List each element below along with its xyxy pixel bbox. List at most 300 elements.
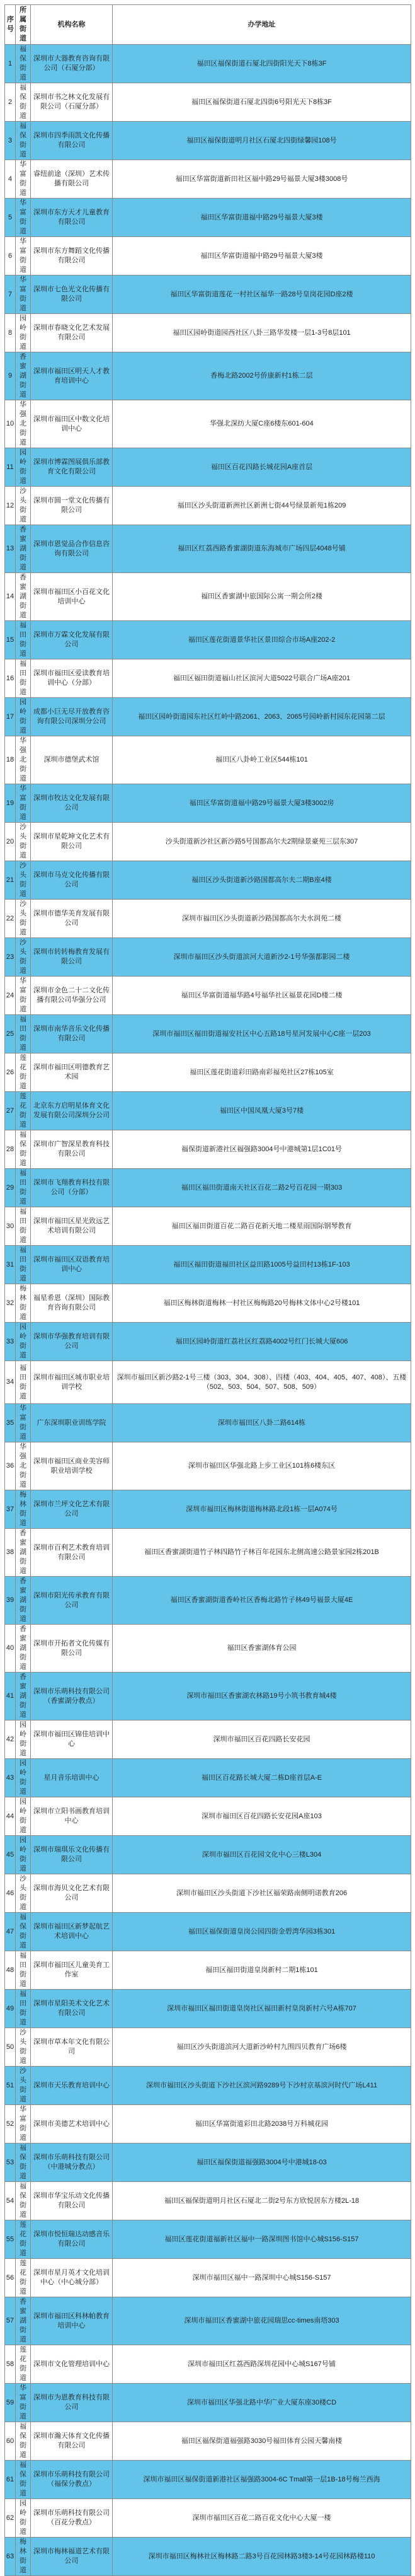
row-address: 深圳市福田区梅林社区梅林路二路3号百花园林路3楼3-14号花园林路楼110 [113,2538,411,2576]
row-number: 28 [5,1130,16,1169]
table-row [5,1913,411,1951]
row-institution-name: 深圳市博霖图展俱乐部教育文化有限公司 [31,448,113,487]
row-address: 福田区百花路长城大厦二栋D座首层A-E [113,1759,411,1797]
row-address: 深圳市福田区福田街道福安社区中心五路18号星河发展中心C座一层203 [113,1015,411,1053]
row-street: 福田街道 [16,1207,31,1246]
row-street: 福保街道 [16,45,31,83]
row-institution-name: 深圳市天乐教育培训中心 [31,2067,113,2105]
row-institution-name: 深圳市恩觉品合作信息咨询有限公司 [31,525,113,573]
row-institution-name: 深圳市广智深星教育科技有限公司 [31,1130,113,1169]
row-address: 华强北深纺大厦C座6楼东601-604 [113,400,411,448]
row-number: 59 [5,2384,16,2422]
row-institution-name: 深圳市华宝乐动文化传播有限公司 [31,2182,113,2220]
row-number: 25 [5,1015,16,1053]
row-number: 52 [5,2105,16,2144]
row-street: 香蜜湖街道 [16,1577,31,1625]
row-address: 福田区华富街道彩田北路2038号万科城花园 [113,2105,411,2144]
table-row [5,276,411,314]
table-row [5,698,411,736]
row-address: 福田区福保街道石厦北四街阳光天下8栋3F [113,45,411,83]
row-institution-name: 深圳市福田区儿童美育工作室 [31,1951,113,1990]
table-row [5,2028,411,2067]
row-address: 深圳市福田区沙头街道新沙路国都高尔夫水润苑二楼 [113,900,411,938]
col-header-street: 所属街道 [16,5,31,45]
row-street: 华强北街道 [16,1442,31,1490]
row-number: 51 [5,2067,16,2105]
row-institution-name: 深圳市华强教育培训有限公司 [31,1323,113,1361]
row-address: 福田区中国凤凰大厦3号7楼 [113,1092,411,1130]
row-street: 沙头街道 [16,938,31,977]
row-number: 8 [5,314,16,352]
table-row [5,2538,411,2576]
row-number: 29 [5,1169,16,1207]
table-row [5,237,411,276]
table-row [5,1797,411,1836]
row-number: 14 [5,573,16,621]
row-street: 福保街道 [16,1913,31,1951]
row-street: 福保街道 [16,2461,31,2499]
row-institution-name: 深圳市阳光传承教育有限公司 [31,1577,113,1625]
row-number: 35 [5,1404,16,1442]
row-address: 福田区福田街道福田社区益田路1005号益田村13栋1F-103 [113,1246,411,1284]
row-street: 福田街道 [16,1361,31,1404]
row-institution-name: 深圳市美德艺术培训中心 [31,2105,113,2144]
row-institution-name: 深圳市兰坪文化艺术有限公司 [31,1490,113,1529]
row-address: 福田区园岭街道红荔社区红荔路4002号红门长城大厦606 [113,1323,411,1361]
row-street: 福保街道 [16,122,31,160]
table-row [5,573,411,621]
row-institution-name: 深圳市星阳美术文化艺术有限公司 [31,1990,113,2028]
row-address: 福田区园岭街道园东社区红岭中路2061、2063、2065号园岭新村园东花园第二层 [113,698,411,736]
row-address: 福田区福保街道明月社区石厦北二街2号东方欣悦居东方楼2L-18 [113,2182,411,2220]
row-number: 55 [5,2220,16,2259]
row-street: 园岭街道 [16,448,31,487]
row-street: 福保街道 [16,83,31,122]
row-institution-name: 深圳市为恩教育科技有限公司 [31,2384,113,2422]
row-street: 莲花街道 [16,2259,31,2297]
row-institution-name: 北京东方启明星体育文化发展有限公司深圳分公司 [31,1092,113,1130]
row-street: 华富街道 [16,199,31,237]
table-row [5,1625,411,1673]
table-row [5,2297,411,2345]
row-institution-name: 深圳市乐萌科技有限公司（香蜜湖分教点） [31,1673,113,1720]
row-address: 深圳市福田区福中一路深圳中心城S156-S157 [113,2259,411,2297]
row-street: 福保街道 [16,2182,31,2220]
row-address: 福田区华富街道福中路29号福景大厦3楼3002房 [113,784,411,823]
row-number: 63 [5,2538,16,2576]
row-address: 福保街道新港社区福强路3004号中港城第1层1C01号 [113,1130,411,1169]
row-address: 福田区华富街道福中路29号福景大厦3楼 [113,199,411,237]
row-address: 福田区华富街道福华路4号福华社区福景花园D楼二楼 [113,977,411,1015]
table-row [5,1577,411,1625]
row-address: 深圳市福田区华强北路上步工业区101栋6楼东区 [113,1442,411,1490]
row-street: 莲花街道 [16,1092,31,1130]
row-institution-name: 深圳市东方舞蹈文化传播有限公司 [31,237,113,276]
row-institution-name: 深圳市福田区城市职业培训学校 [31,1361,113,1404]
table-row [5,1404,411,1442]
row-street: 福田街道 [16,621,31,659]
row-number: 24 [5,977,16,1015]
row-institution-name: 睿纽前途（深圳）艺术传播有限公司 [31,160,113,199]
row-address: 福田区梅林街道梅林一村社区梅梅路20号梅林文体中心2号楼101 [113,1284,411,1323]
row-institution-name: 深圳市万霖文化发展有限公司 [31,621,113,659]
table-row [5,736,411,784]
row-street: 园岭街道 [16,1759,31,1797]
row-number: 10 [5,400,16,448]
row-institution-name: 深圳市大器教育咨询有限公司（石厦分部） [31,45,113,83]
row-address: 福田区香蜜湖街道香岭社区香梅北路竹子林49号福景大厦4E [113,1577,411,1625]
row-street: 莲花街道 [16,1053,31,1092]
row-number: 21 [5,861,16,900]
row-address: 深圳市福田区华强北路中华广业大厦东座30楼CD [113,2384,411,2422]
row-street: 华强北街道 [16,736,31,784]
row-institution-name: 深圳市转转梅教育发展有限公司 [31,938,113,977]
row-street: 华富街道 [16,2105,31,2144]
table-row [5,1207,411,1246]
row-number: 41 [5,1673,16,1720]
row-address: 深圳市福田区百花四路长安花园 [113,1720,411,1759]
row-institution-name: 深圳市悦恒瑞达动感音乐有限公司 [31,2220,113,2259]
row-street: 香蜜湖街道 [16,2297,31,2345]
row-institution-name: 深圳市文化管理培训中心 [31,2345,113,2384]
row-number: 40 [5,1625,16,1673]
row-number: 2 [5,83,16,122]
row-address: 福田区福保街道福强路3004号中港城18-03 [113,2144,411,2182]
row-street: 华富街道 [16,2384,31,2422]
row-institution-name: 深圳市草本年文化有限公司 [31,2028,113,2067]
row-street: 福田街道 [16,1951,31,1990]
row-street: 沙头街道 [16,900,31,938]
row-number: 27 [5,1092,16,1130]
row-street: 华富街道 [16,977,31,1015]
row-address: 福田区沙头街道滨河大道新沙岭村九围四贝教育广场6楼 [113,2028,411,2067]
row-institution-name: 深圳市东方天才儿童教育有限公司 [31,199,113,237]
table-row [5,199,411,237]
row-street: 华强北街道 [16,400,31,448]
table-row [5,1759,411,1797]
table-row [5,621,411,659]
row-street: 沙头街道 [16,861,31,900]
table-row [5,1529,411,1577]
row-number: 48 [5,1951,16,1990]
row-number: 62 [5,2499,16,2538]
row-street: 莲花街道 [16,2345,31,2384]
row-number: 30 [5,1207,16,1246]
table-row [5,400,411,448]
row-institution-name: 深圳市牧达文化发展有限公司 [31,784,113,823]
row-number: 54 [5,2182,16,2220]
row-number: 36 [5,1442,16,1490]
row-number: 13 [5,525,16,573]
row-street: 沙头街道 [16,1874,31,1913]
row-number: 1 [5,45,16,83]
table-row [5,2499,411,2538]
row-street: 福保街道 [16,1130,31,1169]
row-institution-name: 深圳市福田区科林帕教育培训中心 [31,2297,113,2345]
row-number: 34 [5,1361,16,1404]
row-number: 5 [5,199,16,237]
row-institution-name: 深圳市星月英才文化培训中心（中心城分部） [31,2259,113,2297]
row-address: 福田区沙头街道新沙路国都高尔夫二期B座4楼 [113,861,411,900]
row-street: 园岭街道 [16,1836,31,1874]
row-number: 53 [5,2144,16,2182]
row-address: 福田区福保街道明月社区石厦北四街绿馨园108号 [113,122,411,160]
row-institution-name: 深圳市乐萌科技有限公司（福保分教点） [31,2461,113,2499]
row-address: 深圳市福田区福保街道新港社区福强路3004-6C Tmall第一层1B-18号梅兰西海 [113,2461,411,2499]
table-row [5,2105,411,2144]
row-street: 华富街道 [16,276,31,314]
table-row [5,448,411,487]
table-row [5,938,411,977]
table-row [5,160,411,199]
row-institution-name: 深圳市福田区星光致远艺术培训有限公司 [31,1207,113,1246]
table-row [5,83,411,122]
row-address: 深圳市福田区新沙路2-1号三楼（303、304、308）、四楼（403、404、405、407、408）、五楼（502、503、504、507、508、509） [113,1361,411,1404]
institution-table [4,4,411,2576]
row-address: 深圳市福田区沙头街道下沙社区滨河路9289号下沙村京基滨河时代广场L411 [113,2067,411,2105]
row-institution-name: 深圳市福田区新梦起航艺术培训中心 [31,1913,113,1951]
table-row [5,2461,411,2499]
row-institution-name: 深圳市金色二十二文化传播有限公司华强分公司 [31,977,113,1015]
table-row [5,2384,411,2422]
row-street: 园岭街道 [16,2499,31,2538]
row-institution-name: 深圳市瀚天体育文化传播有限公司 [31,2422,113,2461]
table-row [5,2144,411,2182]
row-number: 16 [5,659,16,698]
row-address: 深圳市福田区梅林街道梅林路北段1栋一层A074号 [113,1490,411,1529]
row-institution-name: 深圳市福田区明德教育艺术园 [31,1053,113,1092]
row-number: 45 [5,1836,16,1874]
row-street: 园岭街道 [16,314,31,352]
row-institution-name: 深圳市德华美育发展有限公司 [31,900,113,938]
row-number: 9 [5,352,16,400]
row-number: 37 [5,1490,16,1529]
row-institution-name: 深圳市开拓者文化传媒有限公司 [31,1625,113,1673]
row-street: 华富街道 [16,1404,31,1442]
row-street: 福田街道 [16,1246,31,1284]
row-address: 福田区华富街道莲花一村社区福华一路28号皇岗花园D座2楼 [113,276,411,314]
row-address: 福田区福保街道石厦北四街6号阳光天下8栋3F [113,83,411,122]
row-street: 沙头街道 [16,2067,31,2105]
table-row [5,1990,411,2028]
row-institution-name: 福星希恩（深圳）国际教育咨询有限公司 [31,1284,113,1323]
row-street: 福保街道 [16,2144,31,2182]
row-number: 43 [5,1759,16,1797]
row-address: 福田区八卦岭工业区544栋101 [113,736,411,784]
row-street: 沙头街道 [16,487,31,525]
row-address: 福田区莲花街道彩田路南彩福苑社区27栋105室 [113,1053,411,1092]
row-address: 福田区福保街道皇岗公园四街金碧湾华园3栋301 [113,1913,411,1951]
table-body [5,45,411,2576]
row-street: 福田街道 [16,1990,31,2028]
table-row [5,1323,411,1361]
row-address: 深圳市福田区八卦二路614栋 [113,1404,411,1442]
table-row [5,122,411,160]
row-street: 香蜜湖街道 [16,1529,31,1577]
row-street: 福保街道 [16,2422,31,2461]
row-address: 福田区福田街道皇岗新村二期1栋101 [113,1951,411,1990]
row-address: 福田区香蜜湖体育公园 [113,1625,411,1673]
row-institution-name: 深圳市春晓文化艺术发展有限公司 [31,314,113,352]
row-number: 39 [5,1577,16,1625]
row-institution-name: 深圳市海贝文化艺术有限公司 [31,1874,113,1913]
row-address: 福田区福田街道南天社区百花二路2号百花园一期303 [113,1169,411,1207]
table-row [5,525,411,573]
table-row [5,1092,411,1130]
table-row [5,1490,411,1529]
row-institution-name: 深圳市瑞琪乐文化传播有限公司 [31,1836,113,1874]
row-street: 福田街道 [16,1015,31,1053]
row-number: 47 [5,1913,16,1951]
row-street: 香蜜湖街道 [16,352,31,400]
row-number: 20 [5,823,16,861]
row-institution-name: 深圳市书之林文化发展有限公司（石厦分部） [31,83,113,122]
row-institution-name: 深圳市福田区小百花文化培训中心 [31,573,113,621]
row-number: 56 [5,2259,16,2297]
row-institution-name: 深圳市马克文化传播有限公司 [31,861,113,900]
table-row [5,900,411,938]
table-row [5,1015,411,1053]
row-address: 福田区华富街道福中路29号福景大厦3楼 [113,237,411,276]
row-number: 3 [5,122,16,160]
row-address: 福田区福田街道福山社区滨河大道5022号联合广场A座201 [113,659,411,698]
row-institution-name: 深圳市立阳书画教育培训中心 [31,1797,113,1836]
table-row [5,2422,411,2461]
row-institution-name: 深圳市梅林福道艺术有限公司 [31,2538,113,2576]
table-row [5,314,411,352]
table-row [5,1836,411,1874]
row-institution-name: 深圳市德堡武术馆 [31,736,113,784]
row-number: 42 [5,1720,16,1759]
table-row [5,2182,411,2220]
table-row [5,1442,411,1490]
table-row [5,1130,411,1169]
row-address: 深圳市福田区沙头街道下沙社区福荣路南侧明诺教育206 [113,1874,411,1913]
row-number: 22 [5,900,16,938]
row-address: 深圳市福田区百花四路长安花园A座103 [113,1797,411,1836]
row-address: 福田区香蜜湖街道竹子林四路竹子林百年花园东北侧高速公路景家园2栋201B [113,1529,411,1577]
table-row [5,784,411,823]
row-institution-name: 深圳市七色光文化传播有限公司 [31,276,113,314]
table-row [5,1053,411,1092]
row-address: 福田区莲花街道景华社区景田综合市场A座202-2 [113,621,411,659]
row-street: 梅林街道 [16,1490,31,1529]
row-address: 深圳市福田区香蜜湖中旅花园瑞思cc-times南塔303 [113,2297,411,2345]
table-row [5,45,411,83]
row-address: 福田区百花四路长城花园A座首层 [113,448,411,487]
row-address: 深圳市福田区福田街道皇岗社区福田新村皇岗新村六号A栋707 [113,1990,411,2028]
table-row [5,1951,411,1990]
row-street: 华富街道 [16,160,31,199]
row-institution-name: 深圳市四季雨凯文化传播有限公司 [31,122,113,160]
table-row [5,352,411,400]
row-number: 60 [5,2422,16,2461]
row-institution-name: 深圳市福田区双语教育培训中心 [31,1246,113,1284]
table-row [5,2345,411,2384]
table-row [5,823,411,861]
row-institution-name: 深圳市乐萌科技有限公司（百花分教点） [31,2499,113,2538]
table-row [5,2259,411,2297]
row-street: 园岭街道 [16,1720,31,1759]
row-number: 12 [5,487,16,525]
row-number: 58 [5,2345,16,2384]
col-header-name: 机构名称 [31,5,113,45]
row-number: 31 [5,1246,16,1284]
row-institution-name: 深圳市福田区明天人才教育培训中心 [31,352,113,400]
row-institution-name: 成都小巨无尽开放教育咨询有限公司深圳分公司 [31,698,113,736]
row-number: 61 [5,2461,16,2499]
row-street: 沙头街道 [16,2028,31,2067]
row-address: 福田区园岭街道园西社区八卦三路华发楼一层1-3号8层101 [113,314,411,352]
table-row [5,1874,411,1913]
row-street: 园岭街道 [16,1797,31,1836]
row-street: 园岭街道 [16,1323,31,1361]
row-number: 6 [5,237,16,276]
table-row [5,1720,411,1759]
row-institution-name: 深圳市南华音乐文化传播有限公司 [31,1015,113,1053]
row-number: 11 [5,448,16,487]
row-street: 香蜜湖街道 [16,573,31,621]
row-street: 梅林街道 [16,1284,31,1323]
table-row [5,1246,411,1284]
row-institution-name: 深圳市福田区锦佳培训中心 [31,1720,113,1759]
row-number: 4 [5,160,16,199]
row-number: 50 [5,2028,16,2067]
row-address: 福田区沙头街道新洲社区新洲七街44号绿景新苑1栋209 [113,487,411,525]
row-street: 华富街道 [16,237,31,276]
row-address: 深圳市福田区红荔西路深圳花园中心城S167号铺 [113,2345,411,2384]
row-institution-name: 广东深圳职业训练学院 [31,1404,113,1442]
row-address: 沙头街道新沙社区新沙路5号国都高尔夫2期绿景豪苑三层东307 [113,823,411,861]
row-number: 57 [5,2297,16,2345]
row-institution-name: 深圳市福田区商业美容师职业培训学校 [31,1442,113,1490]
table-row [5,2067,411,2105]
table-row [5,861,411,900]
row-street: 梅林街道 [16,2538,31,2576]
table-row [5,487,411,525]
table-row [5,1284,411,1323]
row-number: 7 [5,276,16,314]
col-header-address: 办学地址 [113,5,411,45]
row-number: 49 [5,1990,16,2028]
row-address: 福田区福保街道福强路3030号福田体育公园天馨南楼 [113,2422,411,2461]
row-institution-name: 深圳市圆一堂文化传播有限公司 [31,487,113,525]
table-row [5,1673,411,1720]
row-street: 福田街道 [16,1169,31,1207]
row-number: 46 [5,1874,16,1913]
row-street: 莲花街道 [16,2220,31,2259]
row-institution-name: 深圳市星乾坤文化艺术有限公司 [31,823,113,861]
row-street: 沙头街道 [16,823,31,861]
row-address: 福田区香蜜湖中旅国际公寓一期会所2楼 [113,573,411,621]
row-number: 44 [5,1797,16,1836]
row-number: 15 [5,621,16,659]
row-address: 福田区华富街道新田社区福中路29号福景大厦3楼3008号 [113,160,411,199]
row-number: 26 [5,1053,16,1092]
row-institution-name: 星月音乐培训中心 [31,1759,113,1797]
row-street: 香蜜湖街道 [16,1625,31,1673]
row-number: 18 [5,736,16,784]
row-street: 香蜜湖街道 [16,1673,31,1720]
row-institution-name: 深圳市百利艺术教育培训有限公司 [31,1529,113,1577]
row-institution-name: 深圳市飞翔教育科技有限公司（分部） [31,1169,113,1207]
table-row [5,1169,411,1207]
row-number: 23 [5,938,16,977]
row-institution-name: 深圳市福田区爱读教育培训中心（分部） [31,659,113,698]
row-address: 福田区莲花街道福新社区福中一路深圳图书馆中心城S156-S157 [113,2220,411,2259]
table-row [5,1361,411,1404]
row-address: 深圳市福田区百花二路百花文化中心大厦一楼 [113,2499,411,2538]
